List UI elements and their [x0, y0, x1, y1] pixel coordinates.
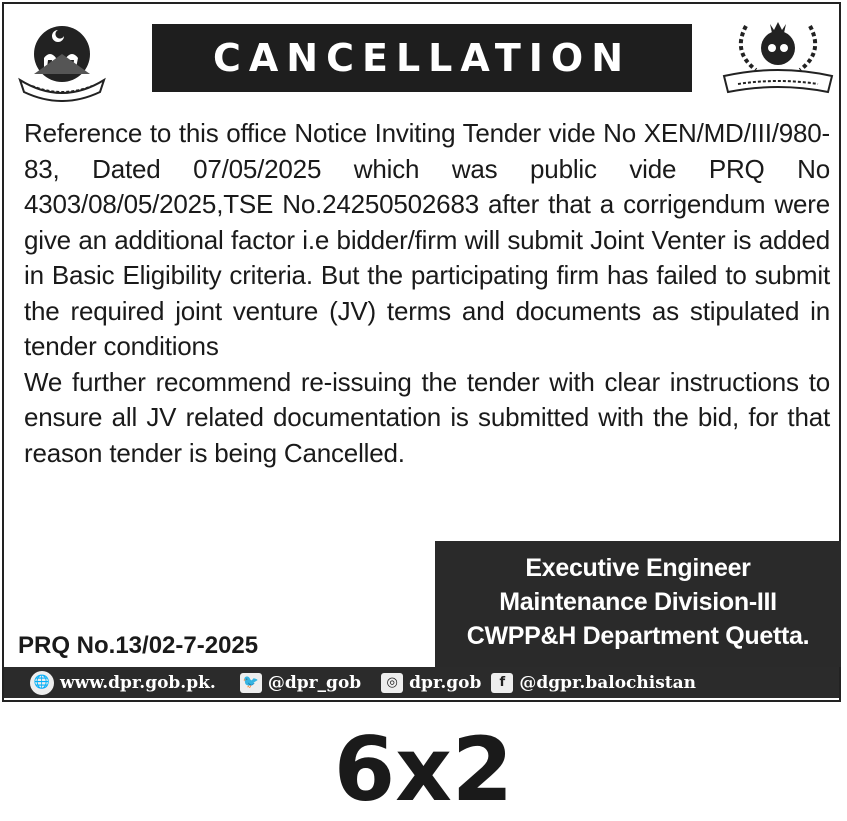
signature-title: Executive Engineer	[525, 554, 751, 582]
ad-size-label: 6x2	[333, 718, 514, 821]
signature-division: Maintenance Division-III	[499, 588, 777, 616]
facebook-handle[interactable]: @dgpr.balochistan	[519, 672, 697, 693]
notice-paragraph: Reference to this office Notice Inviting Tender vide No XEN/MD/III/980-83, Dated 07/05/2025 which was public vide PRQ No 4303/08/05/2025,TSE No.24250502683 after that a corrigendum were give an additional factor i.e bidder/firm will submit Joint Venter is added in Basic Eligibility criteria. But the participating firm has failed to submit the required joint venture (JV) terms and documents as stipulated in tender conditions	[24, 118, 830, 361]
notice-paragraph: We further recommend re-issuing the tender with clear instructions to ensure all JV related documentation is submitted with the bid, for that reason tender is being Cancelled.	[24, 366, 830, 468]
balochistan-emblem-icon	[14, 16, 110, 102]
prq-number: PRQ No.13/02-7-2025	[18, 632, 259, 659]
facebook-icon: f	[491, 673, 513, 693]
instagram-icon: ◎	[381, 673, 403, 693]
twitter-icon: 🐦	[240, 673, 262, 693]
footer-facebook[interactable]	[491, 673, 696, 693]
footer-bar	[4, 667, 839, 698]
website-link[interactable]: www.dpr.gob.pk.	[60, 672, 216, 693]
globe-icon: 🌐	[30, 671, 54, 695]
signature-block	[435, 541, 841, 667]
twitter-handle[interactable]: @dpr_gob	[267, 672, 362, 693]
signature-department: CWPP&H Department Quetta.	[466, 622, 810, 650]
footer-instagram[interactable]	[381, 673, 481, 693]
dgpr-emblem-icon	[718, 18, 838, 100]
footer-website[interactable]	[30, 671, 216, 695]
page-title: CANCELLATION	[152, 24, 692, 92]
instagram-handle[interactable]: dpr.gob	[409, 672, 482, 693]
footer-twitter[interactable]	[240, 673, 361, 693]
notice-body	[24, 116, 830, 471]
